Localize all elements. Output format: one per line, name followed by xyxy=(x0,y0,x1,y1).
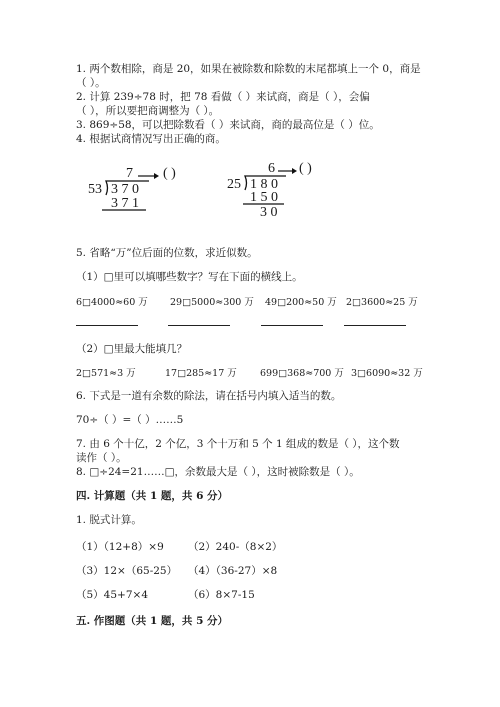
division-1-product: 3 7 1 xyxy=(111,196,139,211)
section-5-title: 五. 作图题（共 1 题，共 5 分） xyxy=(76,615,229,627)
division-2-divisor: 25 xyxy=(227,177,241,192)
q5-row2-item: 699□368≈700 万 xyxy=(260,368,344,379)
answer-line[interactable] xyxy=(344,325,406,326)
answer-line[interactable] xyxy=(261,325,323,326)
answer-line[interactable] xyxy=(76,325,138,326)
q5-row1-item: 29□5000≈300 万 xyxy=(170,297,254,308)
section-4-title: 四. 计算题（共 1 题，共 6 分） xyxy=(76,490,229,502)
division-2-dividend: 1 8 0 xyxy=(250,177,278,192)
division-1-quotient: 7 xyxy=(126,166,133,181)
calc-title: 1. 脱式计算。 xyxy=(76,514,142,526)
q5-row1-item: 6□4000≈60 万 xyxy=(76,297,148,308)
division-1-dividend: 3 7 0 xyxy=(111,182,139,197)
q8-line1: 8. □÷24=21……□，余数最大是（ ），这时被除数是（ ）。 xyxy=(76,466,360,478)
q2-line2: （ ），所以要把商调整为（ ）。 xyxy=(76,105,220,117)
calc-item: （3）12×（65-25） xyxy=(76,565,178,577)
q7-line2: 读作（ ）。 xyxy=(76,452,127,464)
answer-line[interactable] xyxy=(168,325,230,326)
long-division-1 xyxy=(86,165,226,225)
calc-item: （2）240-（8×2） xyxy=(188,541,283,553)
q5-row1-item: 49□200≈50 万 xyxy=(265,297,337,308)
calc-item: （5）45+7×4 xyxy=(76,589,148,601)
q1-line1: 1. 两个数相除，商是 20，如果在被除数和除数的末尾都填上一个 0，商是 xyxy=(76,63,421,75)
division-2-product: 1 5 0 xyxy=(250,190,278,205)
division-1-answer-paren: ( ) xyxy=(163,166,176,181)
calc-item: （1）（12+8）×9 xyxy=(76,541,164,553)
q5-subquestion-1: （1）□里可以填哪些数字？写在下面的横线上。 xyxy=(76,271,303,283)
q4-title: 4. 根据试商情况写出正确的商。 xyxy=(76,133,226,145)
q5-row2-item: 2□571≈3 万 xyxy=(76,368,136,379)
division-1-divisor: 53 xyxy=(88,182,102,197)
q6-title: 6. 下式是一道有余数的除法，请在括号内填入适当的数。 xyxy=(76,390,342,402)
q7-line1: 7. 由 6 个十亿，2 个亿，3 个十万和 5 个 1 组成的数是（ ），这个数 xyxy=(76,438,400,450)
calc-item: （4）（36-27）×8 xyxy=(188,565,278,577)
q6-expression: 70÷（ ）=（ ）……5 xyxy=(76,414,184,426)
division-2-remainder: 3 0 xyxy=(260,205,278,220)
q3-line1: 3. 869÷58，可以把除数看（ ）来试商，商的最高位是（ ）位。 xyxy=(76,119,380,131)
q5-row2-item: 3□6090≈32 万 xyxy=(351,368,423,379)
q5-row2-item: 17□285≈17 万 xyxy=(165,368,237,379)
q5-row1-item: 2□3600≈25 万 xyxy=(346,297,418,308)
q5-title: 5. 省略“万”位后面的位数，求近似数。 xyxy=(76,247,258,259)
division-2-quotient: 6 xyxy=(268,161,275,176)
q2-line1: 2. 计算 239÷78 时，把 78 看做（ ）来试商，商是（ ），会偏 xyxy=(76,91,370,103)
q5-subquestion-2: （2）□里最大能填几？ xyxy=(76,343,188,355)
long-division-2 xyxy=(226,160,376,222)
calc-item: （6）8×7-15 xyxy=(188,589,255,601)
division-2-answer-paren: ( ) xyxy=(299,161,312,176)
q1-line2: （ ）。 xyxy=(76,77,106,89)
